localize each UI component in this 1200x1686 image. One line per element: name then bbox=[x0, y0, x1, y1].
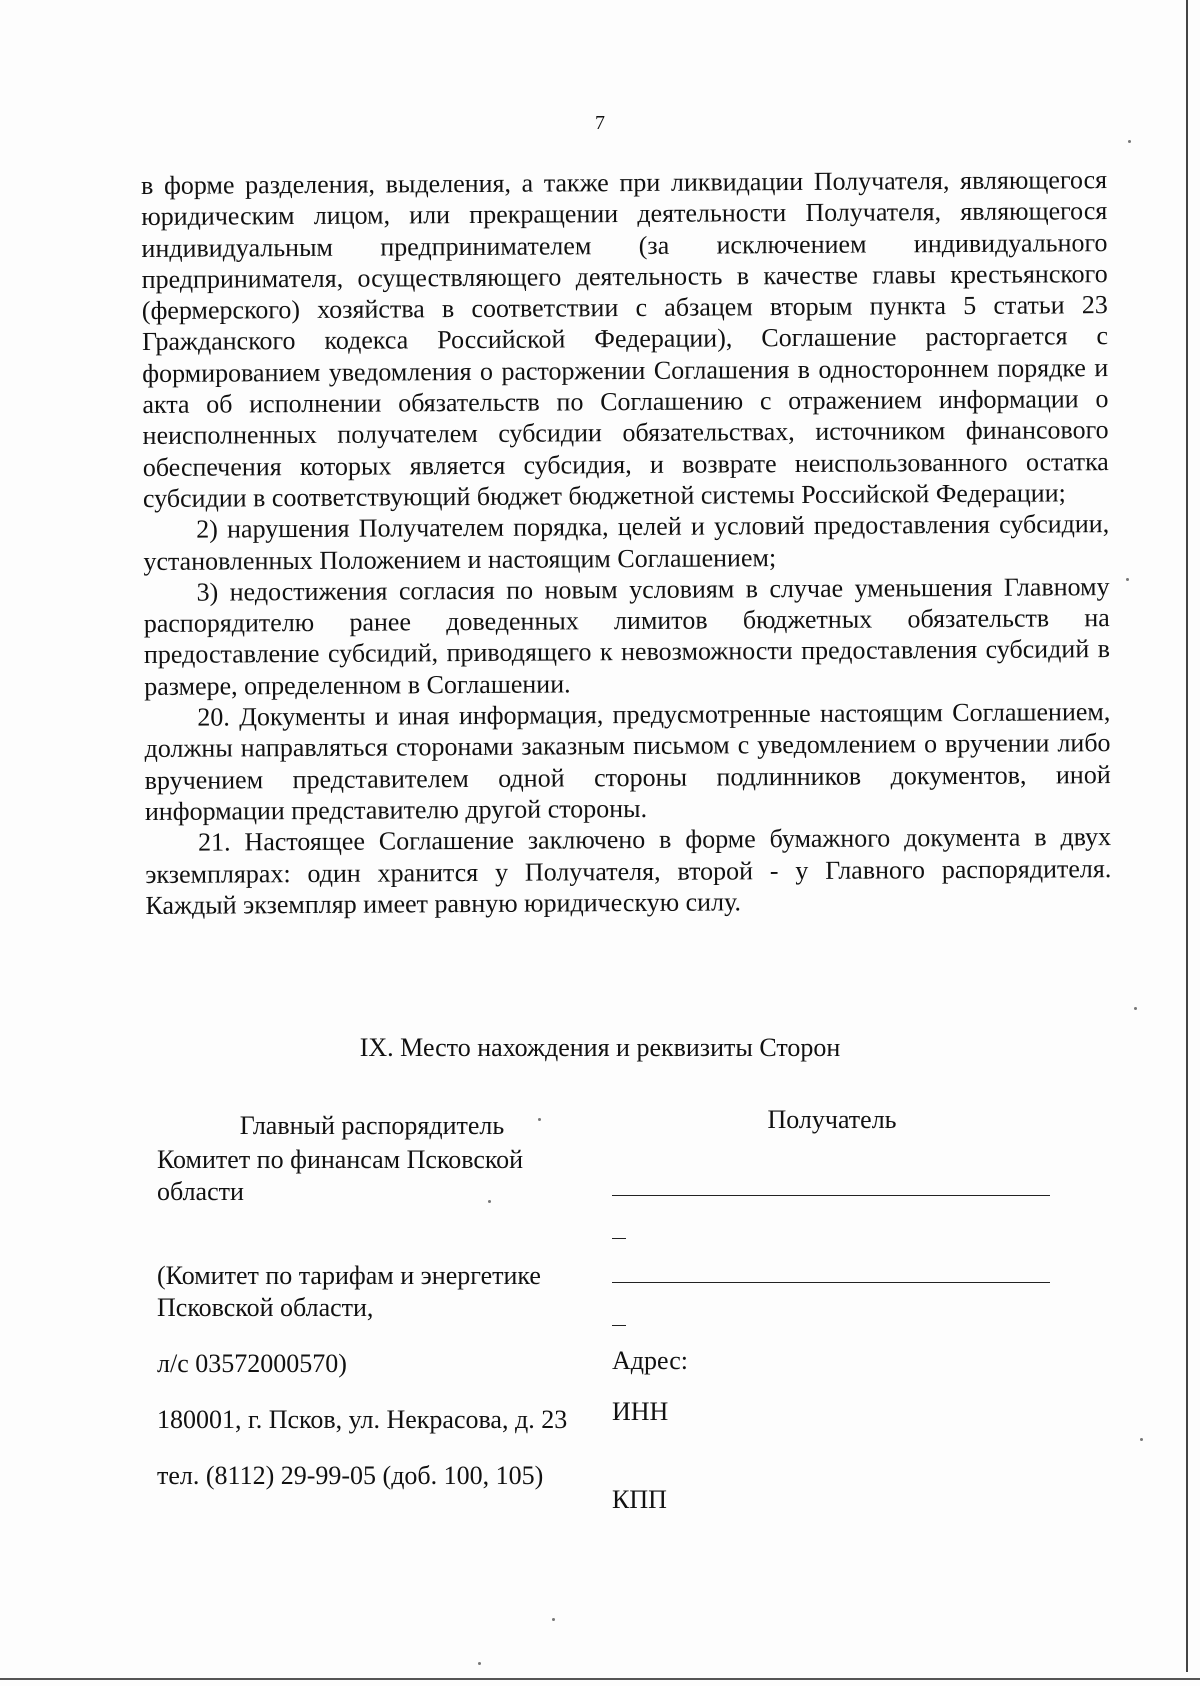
left-party-account: л/с 03572000570) bbox=[157, 1349, 347, 1378]
recipient-dash-2 bbox=[612, 1325, 626, 1326]
paragraph-clause-21: 21. Настоящее Соглашение заключено в форме бумажного документа в двух экземплярах: один хранится у Получателя, второй - у Главного распорядителя. Каждый экземпляр имеет равную юридическую силу. bbox=[145, 822, 1112, 920]
recipient-name-line bbox=[612, 1195, 1050, 1196]
scan-speck bbox=[488, 1200, 491, 1203]
section-title: IX. Место нахождения и реквизиты Сторон bbox=[359, 1033, 841, 1062]
left-party-org2: (Комитет по тарифам и энергетике Псковской области, bbox=[157, 1261, 541, 1322]
page-number: 7 bbox=[595, 112, 605, 134]
body-text bbox=[141, 164, 1112, 921]
left-party-block bbox=[157, 1110, 577, 1492]
recipient-kpp-label: КПП bbox=[612, 1485, 667, 1514]
scan-speck bbox=[538, 1118, 541, 1121]
paragraph-item-3: 3) недостижения согласия по новым условиям в случае уменьшения Главному распорядителю ранее доведенных лимитов бюджетных обязательств на предоставление субсидий, приводящего к невозможности предоставления субсидий в размере, определенном в Соглашении. bbox=[143, 571, 1111, 701]
scan-speck bbox=[1126, 578, 1129, 581]
scan-edge-right bbox=[1186, 0, 1188, 1672]
right-party-block bbox=[612, 1104, 1052, 1136]
left-party-phone: тел. (8112) 29-99-05 (доб. 100, 105) bbox=[157, 1461, 544, 1490]
recipient-dash-1 bbox=[612, 1238, 626, 1239]
paragraph-continuation: в форме разделения, выделения, а также при ликвидации Получателя, являющегося юридическим лицом, или прекращении деятельности Получателя, являющегося индивидуальным предпринимателем (за исключением индивидуального предпринимателя, осуществляющего деятельность в качестве главы крестьянского (фермерского) хозяйства в соответствии с абзацем вторым пункта 5 статьи 23 Гражданского кодекса Российской Федерации), Соглашение расторгается с формированием уведомления о расторжении Соглашения в одностороннем порядке и акта об исполнении обязательств по Соглашению с отражением информации о неисполненных получателем субсидии обязательствах, источником финансового обеспечения которых является субсидия, и возврате неиспользованного остатка субсидии в соответствующий бюджет бюджетной системы Российской Федерации; bbox=[141, 165, 1109, 513]
paragraph-item-2: 2) нарушения Получателем порядка, целей и условий предоставления субсидии, установленных Положением и настоящим Соглашением; bbox=[143, 509, 1110, 576]
paragraph-clause-20: 20. Документы и иная информация, предусмотренные настоящим Соглашением, должны направляться сторонами заказным письмом с уведомлением о вручении либо вручением представителем одной стороны подлинников документов, иной информации представителю другой стороны. bbox=[144, 697, 1111, 826]
recipient-address-label: Адрес: bbox=[612, 1346, 688, 1375]
left-party-heading: Главный распорядитель bbox=[239, 1111, 505, 1140]
recipient-details-line bbox=[612, 1282, 1050, 1283]
right-party-heading: Получатель bbox=[767, 1105, 897, 1134]
recipient-inn-label: ИНН bbox=[612, 1397, 669, 1426]
scan-speck bbox=[478, 1662, 481, 1665]
scan-edge-bottom bbox=[0, 1678, 1200, 1680]
left-party-org: Комитет по финансам Псковской области bbox=[157, 1145, 524, 1206]
scan-speck bbox=[1128, 140, 1131, 143]
scan-speck bbox=[1140, 1438, 1143, 1441]
scan-speck bbox=[1134, 1007, 1137, 1010]
left-party-address: 180001, г. Псков, ул. Некрасова, д. 23 bbox=[157, 1405, 568, 1434]
scan-speck bbox=[552, 1618, 555, 1621]
